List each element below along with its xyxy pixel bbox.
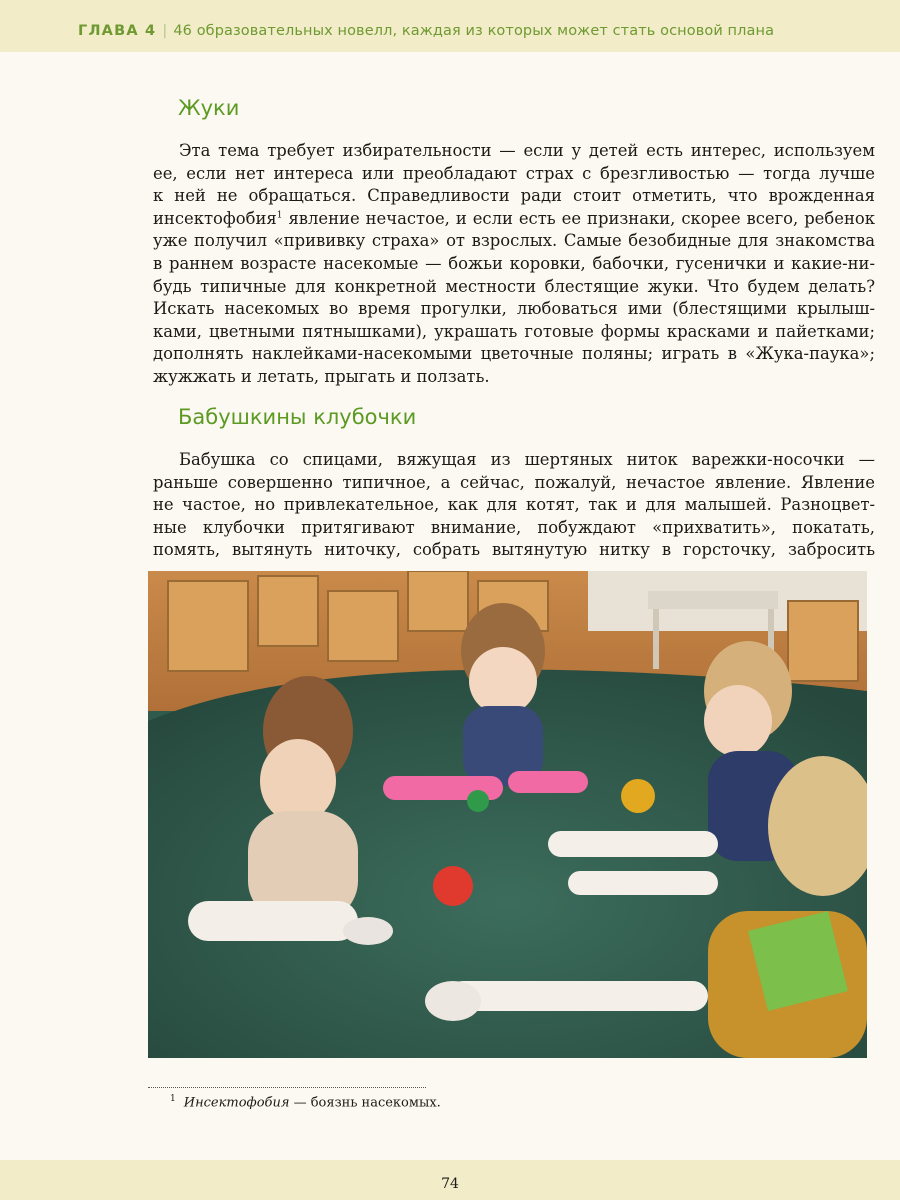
text-line: будь типичные для конкретной местности блестящие жуки. Что будем делать? <box>153 276 875 296</box>
text-line: Эта тема требует избирательности — если у детей есть интерес, используем <box>179 141 875 160</box>
footnote-mark: 1 <box>170 1094 176 1104</box>
chapter-label: ГЛАВА 4 <box>78 23 157 39</box>
text-line <box>153 208 875 231</box>
footnote-word: инсектофобия <box>153 208 277 228</box>
text-line: Искать насекомых во время прогулки, любоваться ими (блестящими крылыш- <box>153 299 875 319</box>
running-header <box>78 23 774 39</box>
paragraph-beetles <box>153 140 875 389</box>
footnote-text: — боязнь насекомых. <box>289 1095 441 1111</box>
text-line: раньше совершенно типичное, а сейчас, пожалуй, нечастое явление. Явление <box>153 472 875 492</box>
text-line: не частое, но привлекательное, как для котят, так и для малышей. Разноцвет- <box>153 495 875 515</box>
paragraph-yarn-balls <box>153 449 875 562</box>
text-line: в раннем возрасте насекомые — божьи коровки, бабочки, гусенички и какие-ни- <box>153 253 875 273</box>
text-line: дополнять наклейками-насекомыми цветочные поляны; играть в «Жука-паука»; <box>153 344 875 364</box>
text-line: ные клубочки притягивают внимание, побуждают «прихватить», покатать, <box>153 517 875 537</box>
footnote-reference: 1 <box>276 210 283 221</box>
chapter-title: 46 образовательных новелл, каждая из которых может стать основой плана <box>173 23 775 39</box>
page-number: 74 <box>441 1176 459 1192</box>
section-heading-beetles: Жуки <box>178 96 240 120</box>
text-line: помять, вытянуть ниточку, собрать вытянутую нитку в горсточку, забросить <box>153 540 875 560</box>
text-line: Бабушка со спицами, вяжущая из шертяных ниток варежки-носочки — <box>179 450 875 469</box>
text-line: жужжать и летать, прыгать и ползать. <box>153 366 490 386</box>
text-line: ками, цветными пятнышками), украшать готовые формы красками и пайетками; <box>153 321 875 341</box>
section-heading-yarn-balls: Бабушкины клубочки <box>178 405 417 429</box>
footnote-divider <box>148 1087 426 1088</box>
footnote-term: Инсектофобия <box>183 1095 290 1111</box>
text-line: ее, если нет интереса или преобладают страх с брезгливостью — тогда лучше <box>153 163 875 183</box>
header-separator: | <box>162 23 168 39</box>
running-header-band <box>0 0 900 52</box>
text-line: уже получил «прививку страха» от взрослых. Самые безобидные для знакомства <box>153 231 875 251</box>
footnote <box>170 1094 441 1110</box>
children-playing-photo <box>148 571 867 1058</box>
text-line-rest: явление нечастое, и если есть ее признаки, скорее всего, ребенок <box>288 208 875 228</box>
text-line: к ней не обращаться. Справедливости ради стоит отметить, что врожденная <box>153 186 875 206</box>
